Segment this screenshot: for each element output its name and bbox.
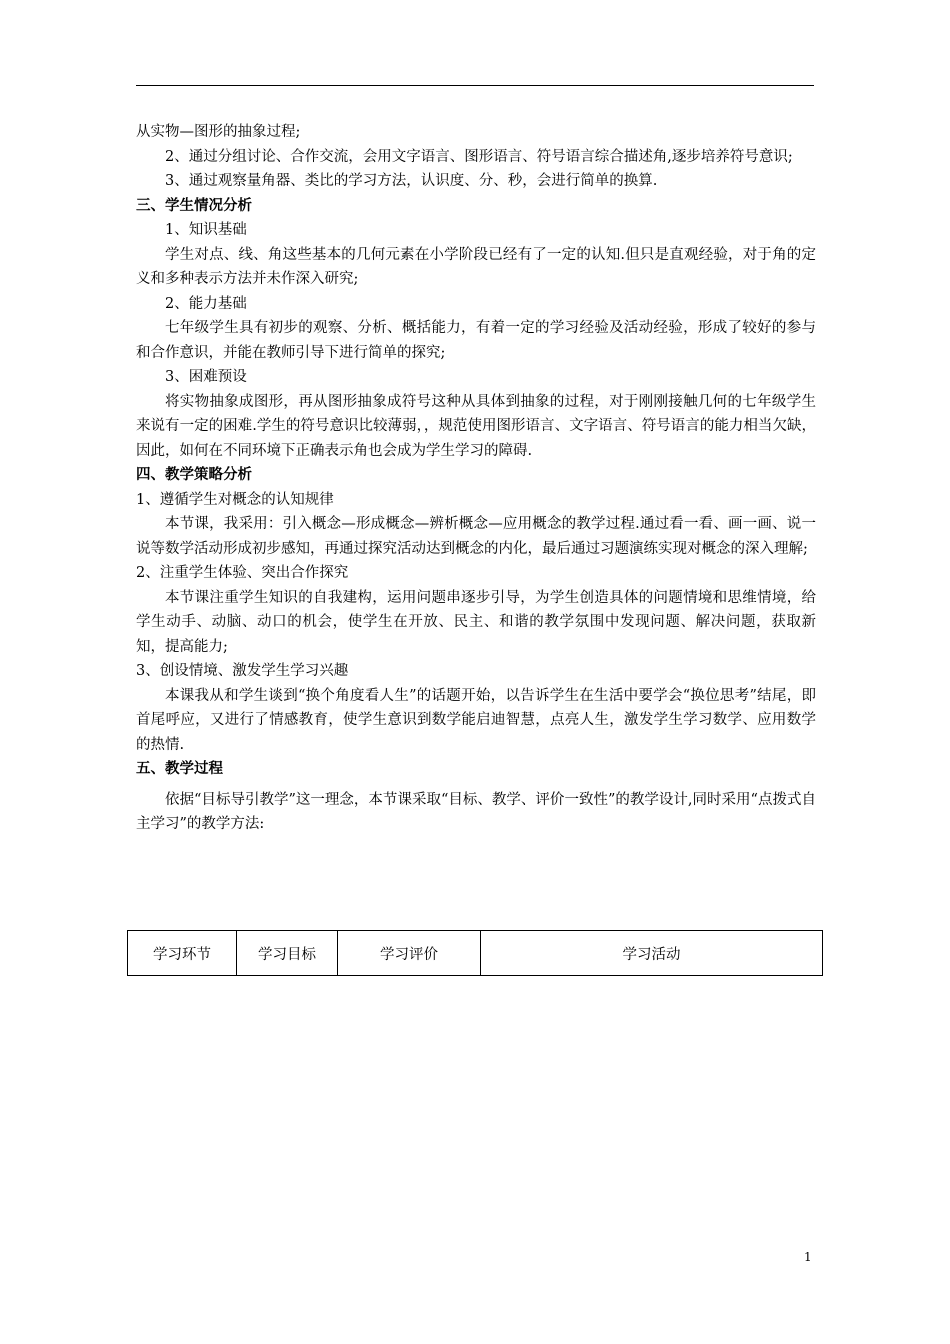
- paragraph: 1、知识基础: [165, 222, 247, 238]
- paragraph: 2、通过分组讨论、合作交流，会用文字语言、图形语言、符号语言综合描述角,逐步培养符号意识;: [165, 148, 793, 165]
- paragraph: 将实物抽象成图形，再从图形抽象成符号这种从具体到抽象的过程，对于刚刚接触几何的七年级学生来说有一定的困难.学生的符号意识比较薄弱，，规范使用图形语言、文字语言、符号语言的能力相当欠缺，因此，如何在不同环境下正确表示角也会成为学生学习的障碍.: [136, 393, 816, 459]
- section-heading: 四、教学策略分析: [136, 467, 252, 483]
- table-header-cell: 学习环节: [128, 931, 237, 976]
- paragraph: 本课我从和学生谈到“换个角度看人生”的话题开始，以告诉学生在生活中要学会“换位思考”结尾，即首尾呼应，又进行了情感教育，使学生意识到数学能启迪智慧，点亮人生，激发学生学习数学、应用数学的热情.: [136, 687, 816, 753]
- table-header-cell: 学习活动: [481, 931, 823, 976]
- section-heading: 五、教学过程: [136, 761, 223, 777]
- paragraph: 学生对点、线、角这些基本的几何元素在小学阶段已经有了一定的认知.但只是直观经验，对于角的定义和多种表示方法并未作深入研究;: [136, 246, 816, 287]
- paragraph: 1、遵循学生对概念的认知规律: [136, 491, 334, 508]
- paragraph: 从实物—图形的抽象过程;: [136, 124, 301, 140]
- process-table: [127, 930, 823, 976]
- paragraph: 2、注重学生体验、突出合作探究: [136, 565, 349, 581]
- paragraph: 3、创设情境、激发学生学习兴趣: [136, 663, 349, 679]
- table-header-cell: 学习目标: [237, 931, 338, 976]
- table-header-cell: 学习评价: [338, 931, 481, 976]
- header-rule: [136, 85, 814, 86]
- paragraph: 七年级学生具有初步的观察、分析、概括能力，有着一定的学习经验及活动经验，形成了较好的参与和合作意识，并能在教师引导下进行简单的探究;: [136, 320, 816, 361]
- section-heading: 三、学生情况分析: [136, 197, 252, 214]
- paragraph: 本节课注重学生知识的自我建构，运用问题串逐步引导，为学生创造具体的问题情境和思维情境，给学生动手、动脑、动口的机会，使学生在开放、民主、和谐的教学氛围中发现问题、解决问题，获取新知，提高能力;: [136, 589, 816, 655]
- paragraph: 本节课，我采用：引入概念—形成概念—辨析概念—应用概念的教学过程.通过看一看、画一画、说一说等数学活动形成初步感知，再通过探究活动达到概念的内化，最后通过习题演练实现对概念的深入理解;: [136, 516, 816, 557]
- paragraph: 依据“目标导引教学”这一理念，本节课采取“目标、教学、评价一致性”的教学设计,同时采用“点拨式自主学习”的教学方法:: [136, 791, 816, 832]
- document-body: [136, 120, 816, 837]
- paragraph: 2、能力基础: [165, 295, 247, 312]
- table-header-row: [128, 931, 823, 976]
- paragraph: 3、困难预设: [165, 369, 247, 385]
- page-number: 1: [804, 1250, 812, 1264]
- paragraph: 3、通过观察量角器、类比的学习方法，认识度、分、秒，会进行简单的换算.: [165, 173, 658, 189]
